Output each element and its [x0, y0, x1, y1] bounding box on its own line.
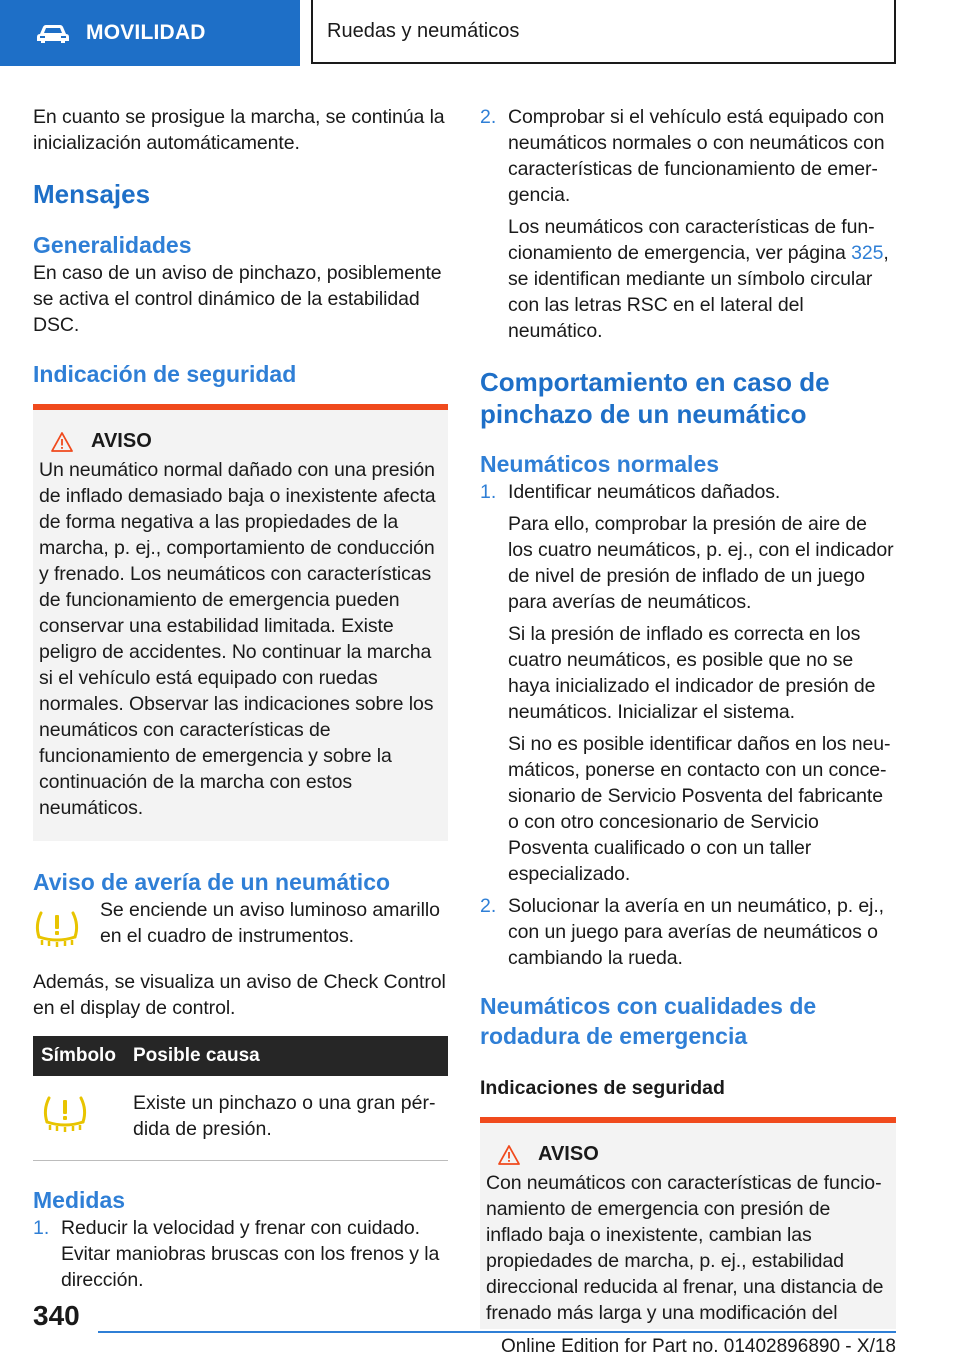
warning-triangle-icon: [498, 1145, 520, 1165]
step-text: Reducir la velocidad y frenar con cuidado. Evitar maniobras bruscas con los frenos y la dirección.: [61, 1217, 440, 1291]
step-text: Si la presión de inflado es correcta en los cuatro neumáticos, es posible que no se haya inicializado el indicador de presión de neumáticos. Inicializar el sistema.: [508, 623, 876, 723]
heading-cualidades: Neumáticos con cualidades de rodadura de emergencia: [480, 993, 817, 1049]
step-text: Solucionar la avería en un neumático, p. ej., con un juego para averías de neumáticos o cambiando la rueda.: [508, 895, 884, 969]
table-row: [33, 1076, 448, 1161]
warning-box: [480, 1117, 896, 1329]
heading-indicacion-seguridad: Indicación de seguridad: [33, 361, 297, 387]
step-text: [508, 214, 896, 344]
heading-comportamiento: Comportamiento en caso de pinchazo de un neumático: [480, 367, 830, 429]
step-text: Si no es posible identificar daños en los neumáticos, ponerse en contacto con un concesionario de Servicio Posventa del fabricante o con otro concesionario de Servicio Posventa cualificado o con un taller especializado.: [508, 733, 891, 885]
chapter-title: Ruedas y neumáticos: [311, 0, 896, 64]
ademas-text: Además, se visualiza un aviso de Check Control en el display de control.: [33, 971, 446, 1019]
cause-cell: Existe un pinchazo o una gran pérdida de presión.: [125, 1076, 448, 1161]
step-text-part: Los neumáticos con características de funcionamiento de emergencia, ver página: [508, 216, 875, 264]
medidas-list: [33, 1215, 448, 1293]
section-tab[interactable]: [0, 0, 300, 66]
heading-neumaticos-normales: Neumáticos normales: [480, 451, 720, 477]
step-text: Comprobar si el vehículo está equipado con neumáticos normales o con neumáticos con características de funcionamiento de emergencia.: [508, 106, 885, 206]
footer-divider: [98, 1331, 896, 1333]
heading-aviso-averia: Aviso de avería de un neumático: [33, 869, 391, 895]
warning-text: Un neumático normal dañado con una presión de inflado demasiado baja o inexistente afecta de forma negativa a las propiedades de la marcha, p. ej., comportamiento de conducción y frenado. Los neumáticos con características de funcionamiento de emergencia pueden conservar una estabilidad limitada. Existe peligro de accidentes. No continuar la marcha si el vehículo está equipado con ruedas normales. Observar las indicaciones sobre los neumáticos con características de funcionamiento de emergencia y sobre la continuación de la marcha con estos neumáticos.: [39, 459, 436, 819]
intro-paragraph: En cuanto se prosigue la marcha, se continúa la inicialización automáticamente.: [33, 106, 445, 154]
symbol-cell: [33, 1076, 125, 1161]
table-header-causa: Posible causa: [125, 1036, 448, 1076]
continued-steps: [480, 104, 896, 344]
step-number: 2.: [480, 106, 497, 128]
section-label: MOVILIDAD: [86, 21, 206, 44]
normales-steps: [480, 479, 896, 971]
left-column: [33, 96, 448, 1293]
tire-pressure-warning-icon: [33, 909, 81, 949]
edition-text: Online Edition for Part no. 01402896890 - X/18: [500, 1336, 896, 1357]
page-link[interactable]: 325: [851, 242, 884, 264]
page-number: 340: [33, 1300, 80, 1331]
averia-block: [33, 897, 448, 949]
warning-header: [486, 1143, 890, 1166]
step-number: 1.: [480, 481, 497, 503]
averia-text: Se enciende un aviso luminoso amarillo en el cuadro de instrumentos.: [100, 899, 440, 947]
warning-title: AVISO: [91, 430, 152, 452]
list-item: [480, 479, 896, 887]
step-text: Para ello, comprobar la presión de aire de los cuatro neumáticos, p. ej., con el indicador de nivel de presión de inflado de un juego para averías de neumáticos.: [508, 513, 894, 613]
list-item: [480, 104, 896, 344]
step-number: 1.: [33, 1217, 50, 1239]
step-text-part: , se identifican mediante un símbolo circular con las letras RSC en el lateral del neumático.: [508, 242, 889, 342]
table-header-simbolo: Símbolo: [33, 1036, 125, 1076]
generalidades-text: En caso de un aviso de pinchazo, posiblemente se activa el control dinámico de la estabilidad DSC.: [33, 262, 442, 336]
list-item: [33, 1215, 448, 1293]
step-number: 2.: [480, 895, 497, 917]
list-item: [480, 893, 896, 971]
heading-indicaciones-seguridad: Indicaciones de seguridad: [480, 1077, 725, 1099]
heading-medidas: Medidas: [33, 1187, 126, 1213]
step-text: Identificar neumáticos dañados.: [508, 481, 781, 503]
tire-pressure-warning-icon: [41, 1094, 89, 1134]
heading-mensajes: Mensajes: [33, 179, 151, 209]
car-icon: [36, 22, 70, 44]
symbol-table: [33, 1036, 448, 1161]
heading-generalidades: Generalidades: [33, 232, 192, 258]
warning-triangle-icon: [51, 432, 73, 452]
warning-box: [33, 404, 448, 841]
warning-text: Con neumáticos con características de funcionamiento de emergencia con presión de inflado baja o inexistente, cambian las propiedades de marcha, p. ej., estabilidad direccional reducida al frenar, una distancia de frenado más larga y una modificación del: [486, 1172, 884, 1324]
right-column: [480, 96, 896, 1329]
page-header: [0, 0, 960, 66]
warning-header: [39, 430, 442, 453]
warning-title: AVISO: [538, 1143, 599, 1165]
